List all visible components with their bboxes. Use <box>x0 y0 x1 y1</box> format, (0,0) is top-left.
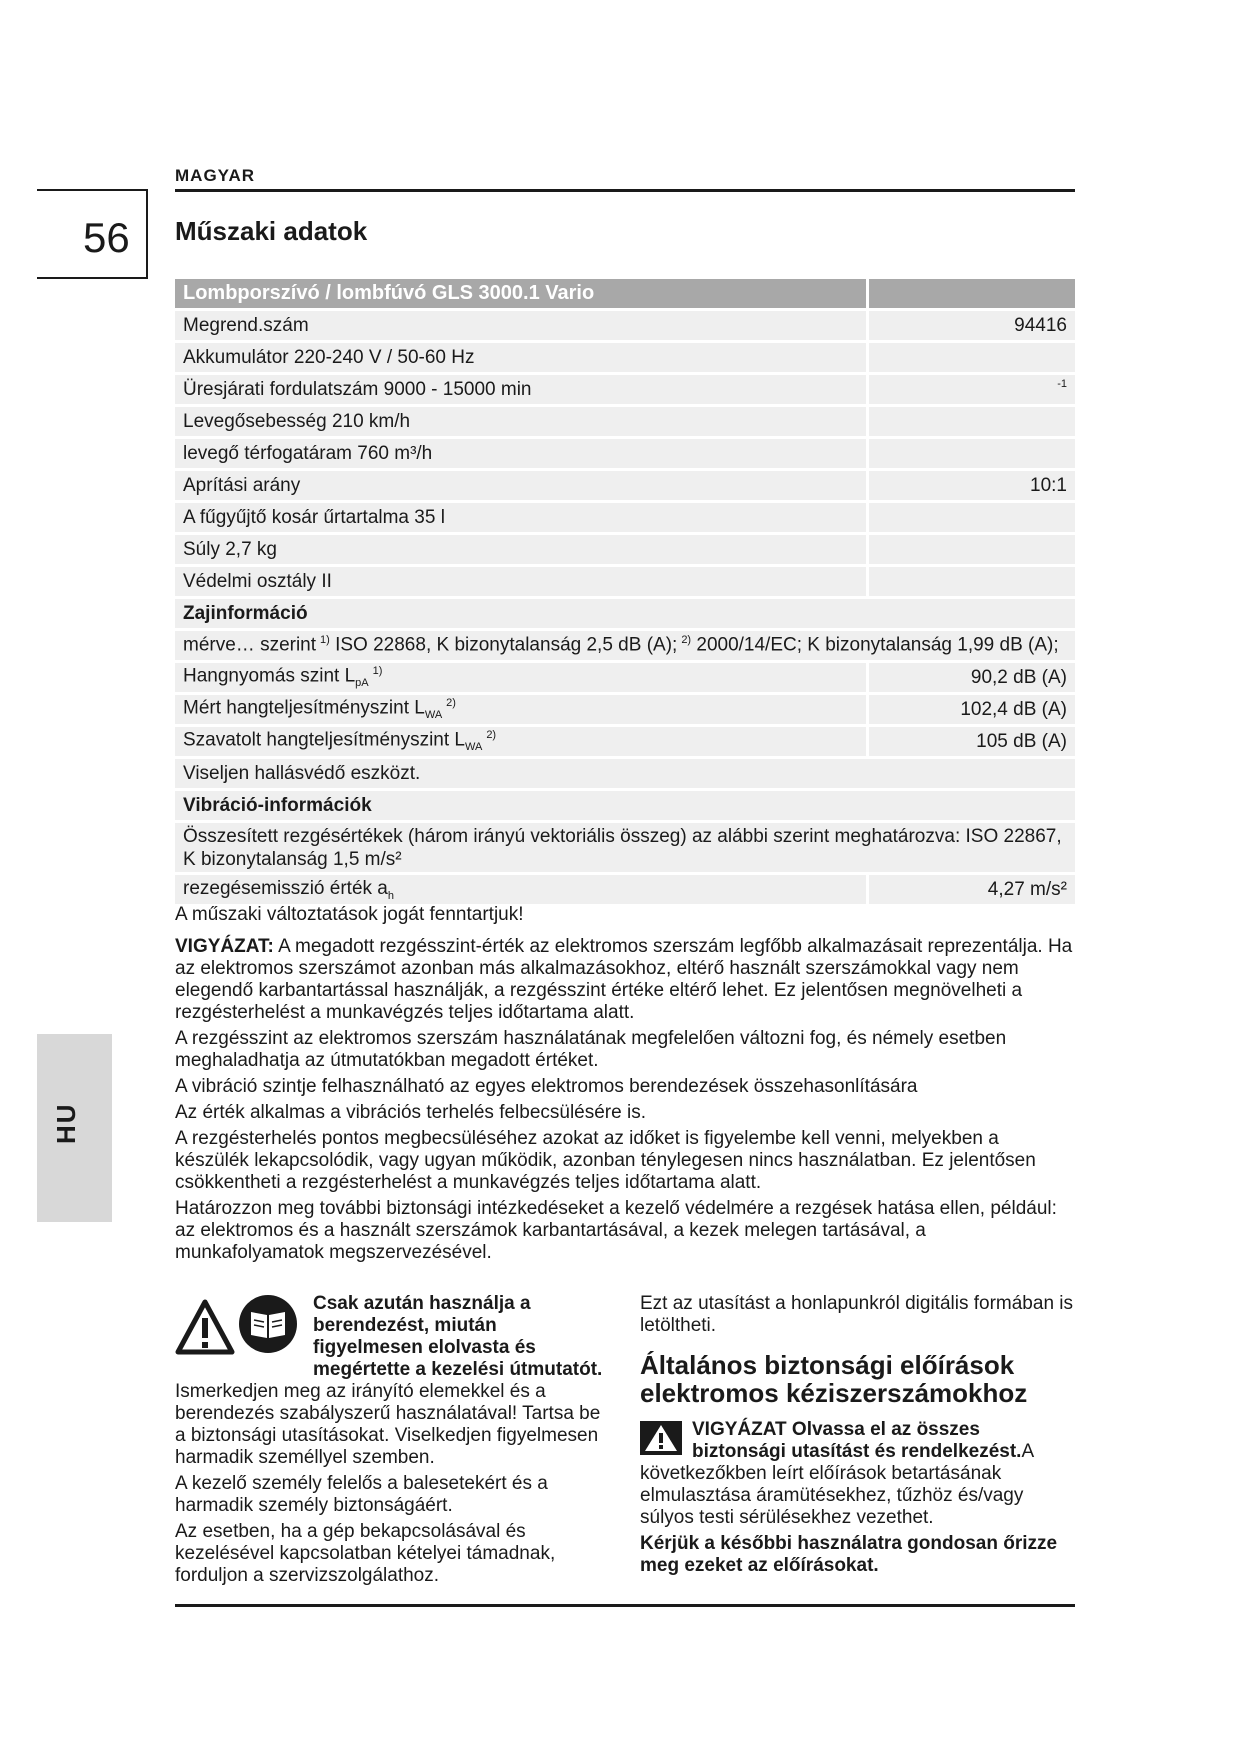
technical-change-note: A műszaki változtatások jogát fenntartjuk! <box>175 904 524 925</box>
icon-group <box>175 1293 305 1361</box>
table-row: Akkumulátor 220-240 V / 50-60 Hz <box>175 342 1075 374</box>
manual-instruction-bold: Csak azután használja a berendezést, miután figyelmesen elolvasta és megértette a kezelési útmutatót. <box>313 1293 603 1380</box>
warning-icon <box>640 1421 682 1455</box>
table-row: levegő térfogatáram 760 m³/h <box>175 438 1075 470</box>
keep-instructions-note: Kérjük a későbbi használatra gondosan őrizze meg ezeket az előírásokat. <box>640 1533 1058 1576</box>
warning-triangle-icon <box>175 1299 235 1355</box>
right-column: Ezt az utasítást a honlapunkról digitális formában is letöltheti. Általános biztonsági előírások elektromos kéziszerszámokhoz VIGYÁZAT Olvassa el az összes biztonsági utasítást és rendelkezést.A következőkben leírt előírások betartásának elmulasztása áramütésekhez, tűzhöz és/vagy súlyos testi sérülésekhez vezethet. Kérjük a későbbi használatra gondosan őrizze meg ezeket az előírásokat. <box>640 1293 1074 1576</box>
table-row: Levegősebesség 210 km/h <box>175 406 1075 438</box>
table-row: Hangnyomás szint $L_{pA}^{1)}$ 90,2 dB (A) <box>175 662 1075 694</box>
page-title: Műszaki adatok <box>175 216 368 246</box>
bottom-divider <box>175 1604 1075 1607</box>
read-manual-icon <box>237 1293 299 1355</box>
table-row: Aprítási arány 10:1 <box>175 470 1075 502</box>
table-row: Megrend.szám 94416 <box>175 310 1075 342</box>
top-divider <box>175 189 1075 192</box>
table-row: rezegésemisszió érték $a_h$ 4,27 m/s² <box>175 874 1075 906</box>
safety-heading: Általános biztonsági előírások elektromos kéziszerszámokhoz <box>640 1350 1028 1408</box>
table-row: Üresjárati fordulatszám 9000 - 15000 min $^{-1}$ <box>175 374 1075 406</box>
table-header-row <box>175 279 1075 310</box>
table-row: Súly 2,7 kg <box>175 534 1075 566</box>
download-note: Ezt az utasítást a honlapunkról digitális formában is letöltheti. <box>640 1293 1074 1336</box>
language-label: MAGYAR <box>175 166 255 185</box>
caution-label: VIGYÁZAT: <box>175 936 274 957</box>
vibration-section-heading: Vibráció-információk <box>175 790 1075 822</box>
page-number: 56 <box>83 214 130 261</box>
table-row: Szavatolt hangteljesítményszint $L_{WA}^{2)}$ 105 dB (A) <box>175 726 1075 758</box>
table-row: Mért hangteljesítményszint $L_{WA}^{2)}$ 102,4 dB (A) <box>175 694 1075 726</box>
language-side-tab <box>37 1034 112 1222</box>
technical-data-table <box>175 279 1075 907</box>
noise-basis-row: mérve… szerint $^{1)}$ ISO 22868, K bizonytalanság 2,5 dB (A); $^{2)}$ 2000/14/EC; K bizonytalanság 1,99 dB (A); <box>175 630 1075 662</box>
table-row: Védelmi osztály II <box>175 566 1075 598</box>
vibration-caution-block: VIGYÁZAT: A megadott rezgésszint-érték az elektromos szerszám legfőbb alkalmazásait reprezentálja. Ha az elektromos szerszámot azonban más alkalmazásokhoz, eltérő használt szerszámokkal vagy nem elegendő karbantartással használják, a rezgésszint értéke eltérő lehet. Ez jelentősen megnövelheti a rezgésterhelést a munkavégzés teljes időtartama alatt. A rezgésszint az elektromos szerszám használatának megfelelően változni fog, és némely esetben meghaladhatja az útmutatókban megadott értéket. A vibráció szintje felhasználható az egyes elektromos berendezések összehasonlítására Az érték alkalmas a vibrációs terhelés felbecsülésére is. A rezgésterhelés pontos megbecsüléséhez azokat az időket is figyelembe kell venni, melyekben a készülék lekapcsolódik, vagy ugyan működik, azonban ténylegesen nincs használatban. Ez jelentősen csökkentheti a rezgésterhelést a munkavégzés teljes időtartama alatt. Határozzon meg további biztonsági intézkedéseket a kezelő védelmére a rezgések hatása ellen, például: az elektromos és a használt szerszámok karbantartásával, a kezek melegen tartásával, a munkafolyamatok megszervezésével. <box>175 936 1073 1263</box>
safety-warning-bold: VIGYÁZAT Olvassa el az összes biztonsági utasítást és rendelkezést. <box>692 1419 1022 1462</box>
table-row: A fűgyűjtő kosár űrtartalma 35 l <box>175 502 1075 534</box>
vibration-description-row: Összesített rezgésértékek (három irányú vektoriális összeg) az alábbi szerint meghatározva: ISO 22867, K bizonytalanság 1,5 m/s² <box>175 822 1075 874</box>
side-tab-label: HU <box>51 1102 81 1144</box>
noise-section-heading: Zajinformáció <box>175 598 1075 630</box>
left-column: Csak azután használja a berendezést, miután figyelmesen elolvasta és megértette a kezelési útmutatót. Ismerkedjen meg az irányító elemekkel és a berendezés szabályszerű használatával! Tartsa be a biztonsági utasításokat. Viselkedjen figyelmesen harmadik személlyel szemben. A kezelő személy felelős a balesetekért és a harmadik személy biztonságáért. Az esetben, ha a gép bekapcsolásával és kezelésével kapcsolatban kételyei támadnak, forduljon a szervizszolgálathoz. <box>175 1293 603 1586</box>
table-heading: Lombporszívó / lombfúvó GLS 3000.1 Vario <box>175 279 868 310</box>
hearing-protection-row: Viseljen hallásvédő eszközt. <box>175 758 1075 790</box>
